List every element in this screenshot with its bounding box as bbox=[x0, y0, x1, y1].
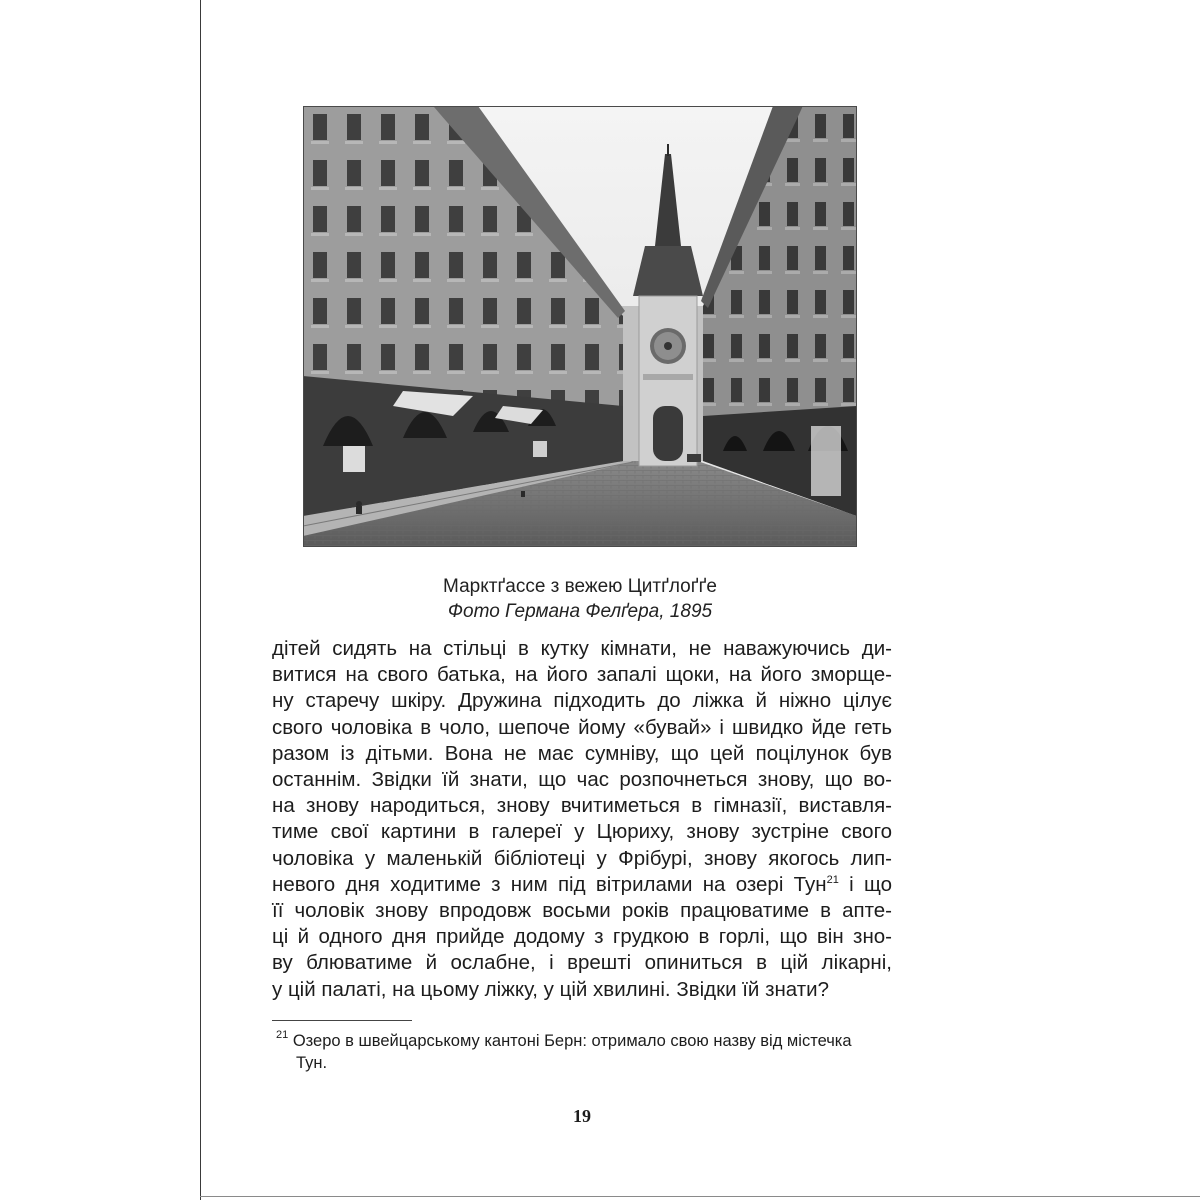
footnote-line bbox=[276, 1030, 891, 1052]
footnote-mark: 21 bbox=[276, 1029, 289, 1041]
footnote-line: Тун. bbox=[296, 1054, 328, 1072]
footnote-reference[interactable]: 21 bbox=[826, 873, 839, 886]
body-paragraph bbox=[272, 636, 892, 1003]
street-photograph bbox=[303, 106, 857, 547]
body-line: ну старечу шкіру. Дружина підходить до ліжка й ніжно цілує bbox=[272, 689, 892, 713]
body-line: ці й одного дня прийде додому з грудкою в горлі, що він зно- bbox=[272, 925, 892, 949]
footnote-divider bbox=[272, 1020, 412, 1021]
body-line-text: невого дня ходитиме з ним під вітрилами на озері Тун bbox=[272, 872, 827, 896]
page-edge-bottom bbox=[200, 1196, 1200, 1197]
body-line: на знову народиться, знову вчитиметься в гімназії, виставля- bbox=[272, 794, 892, 818]
body-line-with-footnote bbox=[272, 872, 892, 898]
body-line: останнім. Звідки їй знати, що час розпочнеться знову, що во- bbox=[272, 768, 892, 792]
body-line: витися на свого батька, на його запалі щоки, на його зморще- bbox=[272, 663, 892, 687]
body-line: дітей сидять на стільці в кутку кімнати, не наважуючись ди- bbox=[272, 637, 892, 660]
footnote bbox=[276, 1030, 891, 1074]
figure-caption-credit: Фото Германа Фелґера, 1895 bbox=[447, 601, 713, 622]
body-line: чоловіка у маленькій бібліотеці у Фрібурі, знову якогось лип- bbox=[272, 846, 892, 870]
body-line: її чоловік знову впродовж восьми років працюватиме в апте- bbox=[272, 899, 892, 923]
body-line: у цій палаті, на цьому ліжку, у цій хвилині. Звідки їй знати? bbox=[272, 977, 829, 1001]
body-line: свого чоловіка в чоло, шепоче йому «бувай» і швидко йде геть bbox=[272, 715, 892, 739]
body-line: тиме свої картини в галереї у Цюриху, знову зустріне свого bbox=[272, 820, 892, 844]
footnote-text: Озеро в швейцарському кантоні Берн: отримало свою назву від містечка bbox=[288, 1032, 852, 1050]
body-line: ву блюватиме й ослабне, і врешті опиниться в цій лікарні, bbox=[272, 951, 892, 975]
page-number: 19 bbox=[573, 1106, 591, 1126]
body-line: разом із дітьми. Вона не має сумніву, що цей поцілунок був bbox=[272, 741, 892, 765]
page-edge-left bbox=[200, 0, 201, 1200]
body-line-tail: і що bbox=[838, 872, 892, 896]
figure-caption-title: Марктґассе з вежею Цитґлоґґе bbox=[443, 576, 717, 597]
